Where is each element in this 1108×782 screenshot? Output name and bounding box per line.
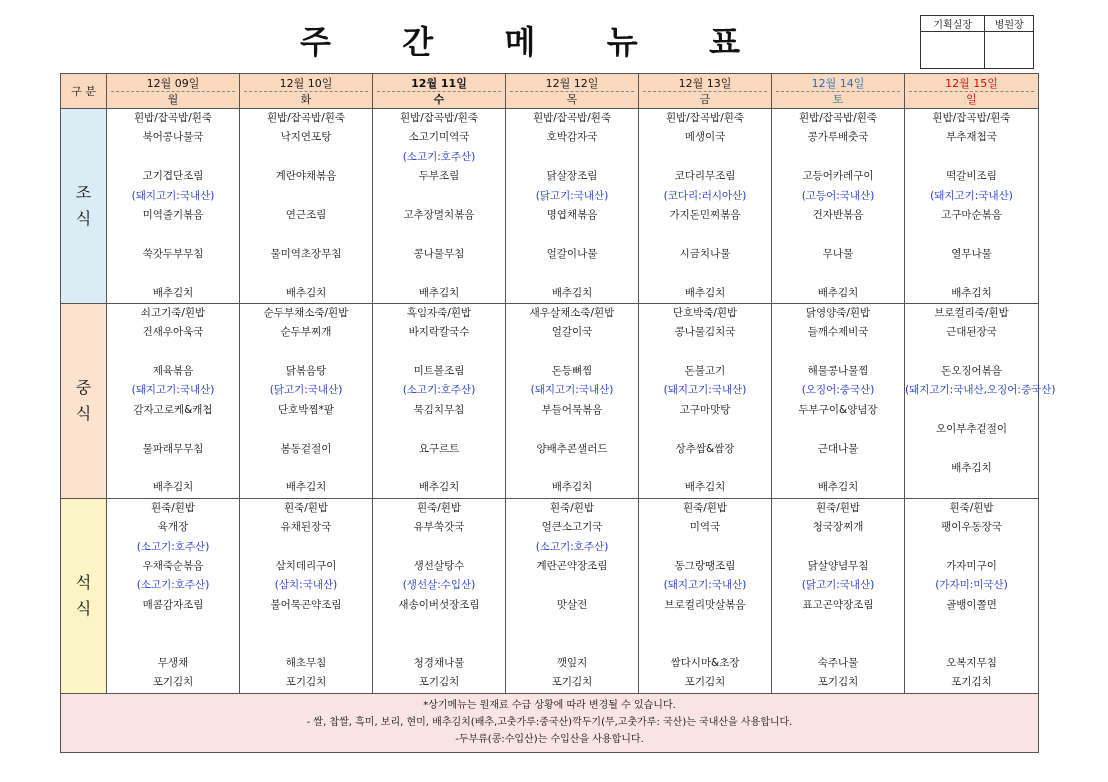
day-of-week: 수	[433, 92, 445, 106]
menu-item: 깻잎지	[556, 656, 588, 669]
menu-item	[772, 459, 904, 478]
origin-note: (가자미:미국산)	[935, 579, 1008, 592]
menu-item	[639, 615, 771, 634]
menu-item-list	[240, 109, 372, 303]
menu-item: 맛살전	[556, 598, 588, 611]
menu-cell	[373, 109, 506, 304]
day-of-week: 목	[566, 92, 578, 106]
menu-item	[373, 187, 505, 206]
day-date: 12월 13일	[643, 76, 767, 92]
menu-item: 닭살장조림	[546, 170, 598, 183]
menu-item: 무생채	[157, 656, 189, 669]
menu-item: 건자반볶음	[812, 208, 864, 221]
origin-note: (돼지고기:국내산)	[530, 384, 614, 397]
menu-item	[107, 148, 239, 167]
origin-note: (오징어:중국산)	[801, 384, 875, 397]
menu-item	[373, 343, 505, 362]
menu-item	[772, 148, 904, 167]
menu-item: 육개장	[157, 521, 189, 534]
menu-item: 얼큰소고기국	[541, 521, 603, 534]
menu-cell	[240, 303, 373, 498]
menu-item: 흑임자죽/흰밥	[406, 306, 472, 319]
menu-item: 고추장멸치볶음	[403, 208, 475, 221]
menu-item	[506, 420, 638, 439]
menu-item: 흰죽/흰밥	[549, 501, 595, 514]
menu-item-list	[772, 499, 904, 693]
menu-item: 북어콩나물국	[142, 131, 204, 144]
menu-item: 오복지무침	[946, 656, 997, 669]
menu-item: 브로컬리죽/흰밥	[934, 306, 1009, 319]
origin-note: (소고기:호주산)	[402, 150, 476, 163]
menu-item: 요구르트	[418, 442, 460, 455]
menu-item: 계란곤약장조림	[536, 559, 608, 572]
menu-item-list	[639, 109, 771, 303]
menu-item: 포기김치	[817, 676, 859, 689]
menu-item: 근대나물	[817, 442, 859, 455]
menu-item: 포기김치	[684, 676, 726, 689]
menu-item	[506, 576, 638, 595]
menu-item: 브로컬리맛살볶음	[664, 598, 746, 611]
menu-item: 흰죽/흰밥	[815, 501, 861, 514]
origin-note: (닭고기:국내산)	[801, 579, 875, 592]
menu-item: 흰밥/잡곡밥/흰죽	[532, 112, 612, 124]
menu-item: 포기김치	[951, 676, 992, 689]
menu-item	[107, 459, 239, 478]
origin-note: (돼지고기:국내산)	[131, 189, 215, 202]
menu-item: 연근조림	[285, 208, 327, 221]
menu-cell	[240, 109, 373, 304]
menu-item: 부추재첩국	[946, 131, 997, 144]
menu-item	[240, 225, 372, 244]
menu-item-list	[107, 499, 239, 693]
menu-item: 상추쌈&쌈장	[675, 442, 735, 455]
menu-item	[240, 635, 372, 654]
menu-item: 고구마순볶음	[941, 208, 1002, 221]
menu-item-list	[772, 304, 904, 498]
menu-item: 코다리무조림	[674, 170, 736, 183]
menu-item: 새우살채소죽/흰밥	[529, 306, 615, 319]
menu-item: 단호박죽/흰밥	[672, 306, 738, 319]
menu-item-list	[506, 499, 638, 693]
origin-note: (돼지고기:국내산)	[131, 384, 215, 397]
menu-item: 감자고로케&캐첩	[133, 403, 213, 416]
menu-cell	[506, 109, 639, 304]
menu-item-list	[905, 304, 1056, 479]
approval-header-planning: 기획실장	[921, 16, 985, 32]
menu-item: 유부쑥갓국	[413, 521, 465, 534]
menu-item: 배추김치	[152, 481, 194, 494]
menu-item: 흰밥/잡곡밥/흰죽	[266, 112, 346, 124]
menu-item: 흰죽/흰밥	[150, 501, 196, 514]
menu-item-list	[905, 109, 1038, 303]
menu-item: 포기김치	[285, 676, 327, 689]
origin-note: (코다리:러시아산)	[663, 189, 747, 202]
footer-line: *상기메뉴는 원재료 수급 상황에 따라 변경될 수 있습니다.	[423, 700, 676, 712]
meal-label: 조 식	[61, 109, 107, 304]
menu-item	[639, 459, 771, 478]
origin-note: (소고기:호주산)	[402, 384, 476, 397]
menu-item-list	[905, 499, 1038, 693]
menu-item	[905, 264, 1038, 283]
menu-item-list	[107, 304, 239, 498]
menu-item-list	[373, 304, 505, 498]
menu-item	[107, 225, 239, 244]
menu-cell	[905, 498, 1039, 693]
menu-item: 유채된장국	[280, 521, 332, 534]
origin-note: (소고기:호주산)	[136, 540, 210, 553]
menu-item: 묵김치무침	[413, 403, 465, 416]
menu-item	[772, 538, 904, 557]
menu-item: 소고기미역국	[408, 131, 470, 144]
menu-item	[373, 538, 505, 557]
menu-item	[905, 615, 1038, 634]
menu-item	[373, 225, 505, 244]
menu-item: 흰밥/잡곡밥/흰죽	[665, 112, 745, 124]
menu-item	[107, 343, 239, 362]
menu-item	[639, 343, 771, 362]
menu-cell	[905, 109, 1039, 304]
menu-item	[905, 343, 1038, 362]
origin-note: (돼지고기:국내산)	[663, 579, 747, 592]
menu-item: 콩나물무침	[413, 247, 465, 260]
menu-item-list	[240, 304, 372, 498]
menu-item	[639, 420, 771, 439]
menu-item: 배추김치	[817, 286, 859, 299]
menu-item-list	[639, 304, 771, 498]
menu-item: 청경채나물	[413, 656, 465, 669]
menu-item	[905, 401, 1038, 420]
day-header	[240, 74, 373, 109]
menu-cell	[639, 109, 772, 304]
menu-item: 콩가루배춧국	[807, 131, 869, 144]
menu-item: 돈불고기	[684, 365, 726, 378]
menu-item: 청국장찌개	[812, 521, 864, 534]
title-char: 메	[504, 23, 536, 61]
menu-item	[772, 615, 904, 634]
menu-item: 미역국	[689, 521, 721, 534]
menu-table	[60, 73, 1056, 753]
menu-item	[107, 615, 239, 634]
approval-sign-director	[985, 32, 1034, 69]
menu-item	[240, 264, 372, 283]
menu-item-list	[107, 109, 239, 303]
menu-item	[240, 148, 372, 167]
approval-header-director: 병원장	[985, 16, 1034, 32]
menu-item	[772, 264, 904, 283]
menu-item: 포기김치	[152, 676, 194, 689]
menu-item-list	[373, 499, 505, 693]
menu-item: 배추김치	[684, 286, 726, 299]
menu-cell	[506, 303, 639, 498]
menu-item	[772, 420, 904, 439]
menu-item: 삼치데리구이	[275, 559, 337, 572]
menu-item: 해초무침	[285, 656, 327, 669]
origin-note: (고등어:국내산)	[801, 189, 875, 202]
menu-item: 포기김치	[418, 676, 460, 689]
origin-note: (소고기:호주산)	[136, 579, 210, 592]
day-of-week: 금	[699, 92, 711, 106]
title-char: 표	[709, 23, 740, 61]
menu-item: 단호박찜*팥	[278, 403, 334, 416]
menu-item: 배추김치	[285, 481, 327, 494]
menu-item: 흰밥/잡곡밥/흰죽	[932, 112, 1011, 124]
menu-cell	[639, 498, 772, 693]
approval-sign-planning	[921, 32, 985, 69]
menu-item: 배추김치	[418, 481, 460, 494]
day-header	[506, 74, 639, 109]
origin-note: (돼지고기:국내산)	[930, 189, 1013, 202]
menu-item: 들깨수제비국	[807, 326, 869, 339]
menu-item: 닭볶음탕	[285, 365, 327, 378]
menu-item: 양배추콘샐러드	[536, 442, 608, 455]
menu-item	[506, 635, 638, 654]
menu-item: 무나물	[822, 247, 854, 260]
menu-item: 흰죽/흰밥	[682, 501, 728, 514]
day-header	[639, 74, 772, 109]
menu-item	[905, 635, 1038, 654]
day-date: 12월 09일	[111, 76, 235, 92]
menu-item	[107, 635, 239, 654]
menu-item	[639, 635, 771, 654]
menu-item: 두부조림	[418, 170, 460, 183]
menu-item	[772, 635, 904, 654]
title-char: 간	[402, 23, 434, 61]
menu-item: 생선살탕수	[413, 559, 465, 572]
menu-item: 닭영양죽/흰밥	[805, 306, 871, 319]
menu-cell	[107, 303, 240, 498]
menu-cell	[506, 498, 639, 693]
menu-item: 봄동겉절이	[280, 442, 332, 455]
menu-item	[240, 187, 372, 206]
menu-item: 두부구이&양념장	[798, 403, 878, 416]
menu-item	[772, 343, 904, 362]
menu-cell	[772, 498, 905, 693]
day-header	[107, 74, 240, 109]
menu-item	[772, 225, 904, 244]
origin-note: (닭고기:국내산)	[535, 189, 609, 202]
menu-item: 열무나물	[951, 247, 992, 260]
menu-item: 메생이국	[684, 131, 726, 144]
menu-item	[905, 148, 1038, 167]
menu-item: 흰죽/흰밥	[949, 501, 994, 514]
menu-item: 물파래무무침	[142, 442, 204, 455]
menu-item	[506, 264, 638, 283]
menu-item: 배추김치	[551, 286, 593, 299]
day-of-week: 일	[966, 92, 977, 106]
day-of-week: 월	[167, 92, 179, 106]
menu-item: 순두부채소죽/흰밥	[263, 306, 349, 319]
menu-item: 돈오징어볶음	[941, 365, 1002, 378]
origin-note: (삼치:국내산)	[274, 579, 338, 592]
menu-item	[639, 538, 771, 557]
menu-item: 미트볼조림	[413, 365, 465, 378]
menu-item: 우채죽순볶음	[142, 559, 204, 572]
menu-item: 흰밥/잡곡밥/흰죽	[798, 112, 878, 124]
title-char: 뉴	[606, 23, 638, 61]
menu-item: 고기겹단조림	[142, 170, 204, 183]
menu-item: 미역줄기볶음	[142, 208, 204, 221]
menu-item-list	[240, 499, 372, 693]
menu-item	[240, 420, 372, 439]
menu-item	[506, 343, 638, 362]
menu-item: 떡갈비조림	[946, 170, 997, 183]
meal-row	[61, 303, 1039, 498]
origin-note: (소고기:호주산)	[535, 540, 609, 553]
menu-item: 시금치나물	[679, 247, 731, 260]
menu-item: 쑥갓두부무침	[142, 247, 204, 260]
menu-item: 건새우아욱국	[142, 326, 204, 339]
menu-item	[639, 225, 771, 244]
menu-item: 동그랑땡조림	[674, 559, 736, 572]
menu-item	[373, 420, 505, 439]
menu-item	[240, 615, 372, 634]
day-of-week: 화	[300, 92, 312, 106]
menu-cell	[639, 303, 772, 498]
menu-item: 골뱅이쫄면	[946, 598, 997, 611]
footer-line: -두부류(콩:수입산)는 수입산을 사용합니다.	[455, 734, 644, 746]
menu-item: 배추김치	[285, 286, 327, 299]
origin-note: (돼지고기:국내산)	[663, 384, 747, 397]
menu-item: 해물콩나물찜	[807, 365, 869, 378]
menu-item: 표고곤약장조림	[802, 598, 874, 611]
gubun-header: 구 분	[61, 74, 107, 109]
menu-item: 배추김치	[817, 481, 859, 494]
menu-item: 오이부추겉절이	[935, 423, 1007, 436]
menu-item: 가지돈민찌볶음	[669, 208, 741, 221]
menu-item	[107, 420, 239, 439]
footer-row	[61, 693, 1039, 752]
menu-item: 근대된장국	[946, 326, 997, 339]
menu-cell	[373, 303, 506, 498]
menu-item: 배추김치	[951, 462, 992, 475]
meal-row	[61, 109, 1039, 304]
menu-item: 순두부찌개	[280, 326, 332, 339]
menu-item	[373, 635, 505, 654]
menu-item: 가자미구이	[946, 559, 997, 572]
menu-item: 쌈다시마&초장	[670, 656, 740, 669]
footer-notes	[61, 693, 1039, 752]
menu-item-list	[373, 109, 505, 303]
menu-item: 얼갈이나물	[546, 247, 598, 260]
menu-item: 콩나물김치국	[674, 326, 736, 339]
menu-item: 흰죽/흰밥	[416, 501, 462, 514]
day-date: 12월 11일	[377, 76, 501, 92]
menu-item: 명엽채볶음	[546, 208, 598, 221]
day-date: 12월 12일	[510, 76, 634, 92]
menu-item: 고구마맛탕	[679, 403, 731, 416]
menu-item	[240, 459, 372, 478]
menu-cell	[373, 498, 506, 693]
menu-item: 배추김치	[152, 286, 194, 299]
menu-cell	[107, 109, 240, 304]
menu-item-list	[639, 499, 771, 693]
menu-item	[373, 615, 505, 634]
day-header	[772, 74, 905, 109]
menu-item	[240, 538, 372, 557]
menu-item: 매콤감자조림	[142, 598, 204, 611]
menu-item: 흰밥/잡곡밥/흰죽	[133, 112, 213, 124]
menu-item: 포기김치	[551, 676, 593, 689]
meal-label: 석 식	[61, 498, 107, 693]
menu-item: 배추김치	[418, 286, 460, 299]
menu-item: 배추김치	[551, 481, 593, 494]
menu-cell	[905, 303, 1056, 498]
header-row	[61, 74, 1039, 109]
day-date: 12월 10일	[244, 76, 368, 92]
menu-item	[506, 225, 638, 244]
menu-item: 제육볶음	[152, 365, 194, 378]
day-of-week: 토	[832, 92, 844, 106]
menu-item: 쇠고기죽/흰밥	[140, 306, 206, 319]
menu-item: 고등어카레구이	[802, 170, 874, 183]
meal-label: 중 식	[61, 303, 107, 498]
menu-item	[506, 459, 638, 478]
menu-item: 닭살양념무침	[807, 559, 869, 572]
day-date: 12월 14일	[776, 76, 900, 92]
menu-item: 흰밥/잡곡밥/흰죽	[399, 112, 479, 124]
menu-item: 배추김치	[951, 286, 992, 299]
menu-item	[506, 148, 638, 167]
menu-item-list	[506, 304, 638, 498]
origin-note: (생선살:수입산)	[402, 579, 476, 592]
menu-cell	[772, 303, 905, 498]
menu-item: 불어묵곤약조림	[270, 598, 342, 611]
day-header	[373, 74, 506, 109]
menu-item	[373, 264, 505, 283]
menu-item	[107, 264, 239, 283]
menu-item: 부들어묵볶음	[541, 403, 603, 416]
day-header	[905, 74, 1039, 109]
menu-item	[373, 459, 505, 478]
menu-cell	[107, 498, 240, 693]
menu-item: 얼갈이국	[551, 326, 593, 339]
menu-item	[905, 440, 1038, 459]
menu-item	[506, 615, 638, 634]
menu-item	[905, 225, 1038, 244]
menu-cell	[240, 498, 373, 693]
menu-item-list	[772, 109, 904, 303]
footer-line: - 쌀, 찹쌀, 흑미, 보리, 현미, 배추김치(배추,고춧가루:중국산)깍두기(무,고춧가루: 국산)는 국내산을 사용합니다.	[306, 717, 793, 729]
menu-item: 호박감자국	[546, 131, 598, 144]
origin-note: (닭고기:국내산)	[269, 384, 343, 397]
page-title	[300, 18, 740, 62]
menu-item: 낙지연포탕	[280, 131, 332, 144]
menu-item: 흰죽/흰밥	[283, 501, 329, 514]
menu-item: 팽이우동장국	[941, 521, 1002, 534]
meal-row	[61, 498, 1039, 693]
menu-item: 새송이버섯장조림	[398, 598, 480, 611]
menu-item: 돈등뼈찜	[551, 365, 593, 378]
menu-item	[240, 343, 372, 362]
menu-item	[639, 264, 771, 283]
menu-item: 계란야채볶음	[275, 170, 337, 183]
menu-item: 배추김치	[684, 481, 726, 494]
menu-item: 바지락칼국수	[408, 326, 470, 339]
menu-item	[905, 538, 1038, 557]
title-char: 주	[300, 23, 331, 61]
menu-cell	[772, 109, 905, 304]
menu-item-list	[506, 109, 638, 303]
approval-box	[920, 15, 1034, 69]
menu-item: 물미역초장무침	[270, 247, 342, 260]
menu-item	[639, 148, 771, 167]
menu-item: 숙주나물	[817, 656, 859, 669]
origin-note: (돼지고기:국내산,오징어:중국산)	[905, 384, 1056, 397]
day-date: 12월 15일	[909, 76, 1034, 92]
